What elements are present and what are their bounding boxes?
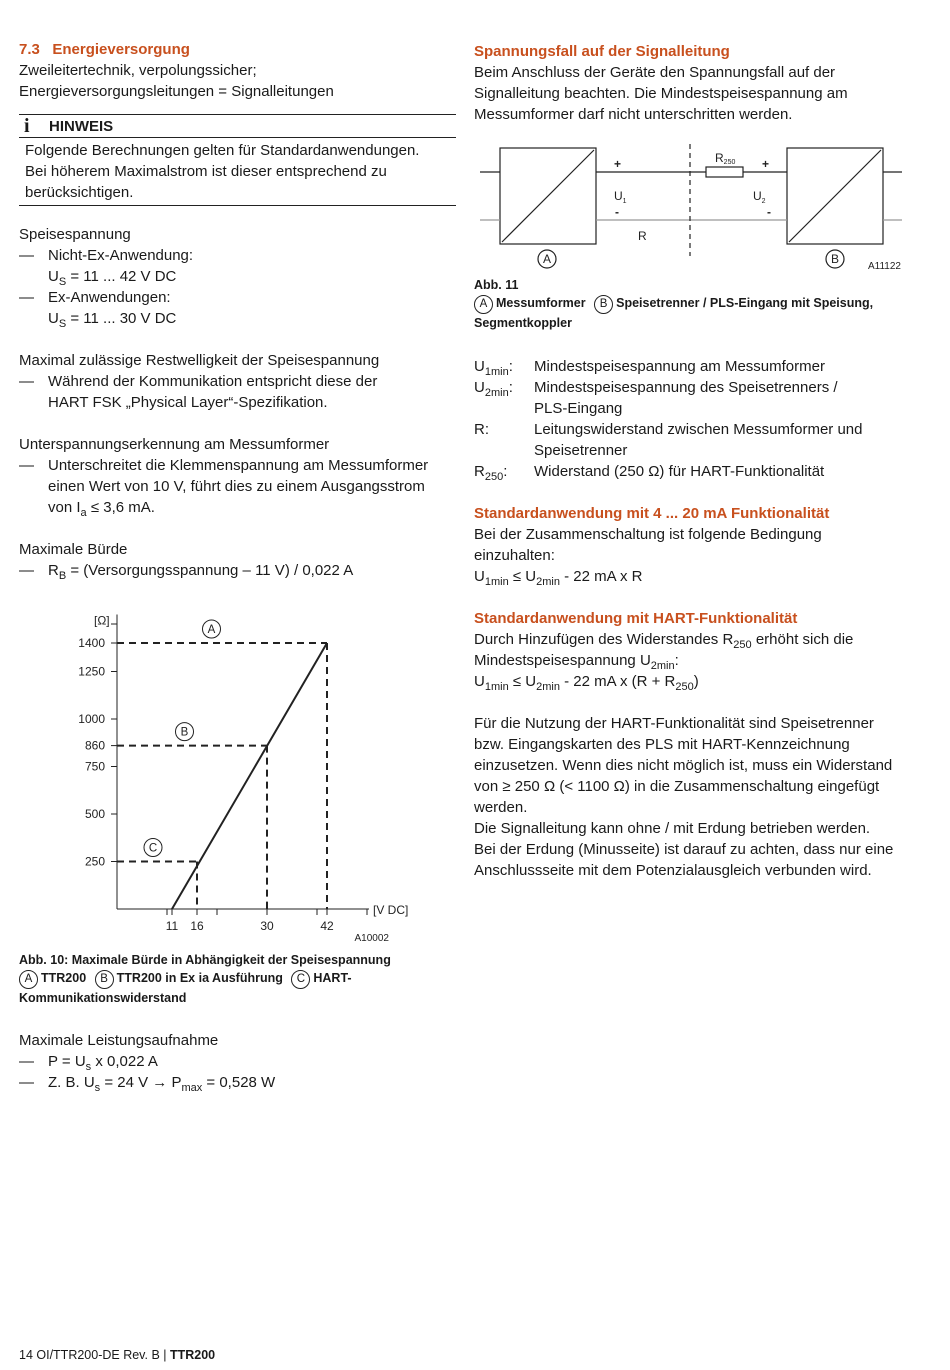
info-icon: i bbox=[24, 114, 30, 137]
burden-heading: Maximale Bürde bbox=[19, 541, 128, 558]
usage-line-8: Anschlussseite mit dem Potenzialausgleich verbunden wird. bbox=[474, 862, 872, 879]
power-item-1: — $P = U_s$ x 0,022 A bbox=[19, 1053, 158, 1073]
def-text-3: Leitungswiderstand zwischen Messumformer und Speisetrenner bbox=[534, 421, 863, 459]
intro-line-1: Zweileitertechnik, verpolungssicher; bbox=[19, 62, 257, 79]
r250-label: R250 bbox=[715, 151, 736, 166]
usage-line-5: werden. bbox=[474, 799, 528, 816]
r-label: R bbox=[638, 229, 647, 243]
legend-c-text: HART- bbox=[313, 971, 352, 985]
footer-text: 14 OI/TTR200-DE Rev. B | bbox=[19, 1348, 170, 1362]
hint-header bbox=[19, 115, 456, 138]
def-sym-4: $R_{250}$: bbox=[474, 463, 508, 483]
std-heading: Standardanwendung mit 4 ... 20 mA Funktionalität bbox=[474, 505, 830, 522]
left-column bbox=[19, 39, 456, 581]
circuit-diagram bbox=[474, 140, 914, 275]
hart-heading: Standardanwendung mit HART-Funktionalität bbox=[474, 610, 798, 627]
def-text-2: Mindestspeisespannung des Speisetrenners / PLS-Eingang bbox=[534, 379, 838, 417]
legend-a-text: TTR200 bbox=[41, 971, 87, 985]
hint-box bbox=[19, 114, 456, 206]
usage-line-1: Für die Nutzung der HART-Funktionalität sind Speisetrenner bbox=[474, 715, 874, 732]
drop-line-3: Messumformer darf nicht unterschritten werden. bbox=[474, 106, 793, 123]
burden-formula: $R_B$ = (Versorgungsspannung – 11 V) / 0,022 A bbox=[48, 562, 354, 582]
x-tick-label: 16 bbox=[190, 919, 204, 933]
fig11-legend-b-text-2: Segmentkoppler bbox=[474, 316, 572, 330]
def-sym-2: $U_{2min}$: bbox=[474, 379, 513, 399]
drop-heading: Spannungsfall auf der Signalleitung bbox=[474, 43, 730, 60]
supply-ex-value-row bbox=[19, 308, 456, 329]
fig10-caption-title: Abb. 10: Maximale Bürde in Abhängigkeit der Speisespannung bbox=[19, 953, 391, 967]
hint-line-1: Folgende Berechnungen gelten für Standardanwendungen. bbox=[25, 142, 420, 159]
plus-2: + bbox=[762, 157, 770, 171]
def-text-1: Mindestspeisespannung am Messumformer bbox=[534, 358, 825, 375]
usage-line-3: einzusetzen. Wenn dies nicht möglich ist, muss ein Widerstand bbox=[474, 757, 893, 774]
undervoltage-line-2: einen Wert von 10 V, führt dies zu einem Ausgangsstrom bbox=[48, 478, 425, 495]
fig11-legend bbox=[474, 294, 914, 314]
label-a: A bbox=[542, 252, 552, 266]
right-column-bottom bbox=[474, 356, 919, 881]
supply-ex-item: — Ex-Anwendungen: bbox=[19, 287, 456, 308]
x-tick-label: 42 bbox=[320, 919, 334, 933]
marker-c-label: C bbox=[148, 842, 158, 855]
usage-line-7: Bei der Erdung (Minusseite) ist darauf zu achten, dass nur eine bbox=[474, 841, 894, 858]
std-formula: $U_{1min} \le U_{2min} - 22$ mA x R bbox=[474, 568, 643, 588]
y-tick-label: 860 bbox=[84, 738, 105, 753]
burden-chart bbox=[0, 600, 470, 950]
y-tick-label: 500 bbox=[84, 807, 105, 821]
minus-1: - bbox=[615, 205, 619, 219]
usage-line-6: Die Signalleitung kann ohne / mit Erdung betrieben werden. bbox=[474, 820, 871, 837]
footer-product: TTR200 bbox=[169, 1348, 216, 1362]
supply-nonex-value-row bbox=[19, 266, 456, 287]
page-footer bbox=[19, 1345, 215, 1366]
ripple-item: — Während der Kommunikation entspricht diese der HART FSK „Physical Layer“-Spezifikation. bbox=[19, 371, 456, 413]
usage-line-4: von ≥ 250 Ω (< 1100 Ω) in die Zusammenschaltung eingefügt bbox=[474, 778, 880, 795]
y-tick-label: 750 bbox=[84, 759, 105, 774]
undervoltage-heading: Unterspannungserkennung am Messumformer bbox=[19, 436, 330, 453]
hart-line-2: Mindestspeisespannung $U_{2min}$: bbox=[474, 652, 679, 672]
y-tick-label: 1000 bbox=[78, 712, 105, 726]
ripple-line-1: Während der Kommunikation entspricht diese der bbox=[48, 373, 378, 390]
legend-c-text-2: Kommunikationswiderstand bbox=[19, 991, 187, 1005]
def-text-4: Widerstand (250 Ω) für HART-Funktionalität bbox=[534, 463, 825, 480]
fig11-caption-title: Abb. 11 bbox=[474, 278, 519, 292]
undervoltage-item: — Unterschreitet die Klemmenspannung am Messumformer einen Wert von 10 V, führt dies zu einem Ausgangsstrom von $I_a \le 3,6$ mA. bbox=[19, 455, 456, 518]
fig10-caption-legend bbox=[19, 969, 439, 989]
supply-nonex-label: Nicht-Ex-Anwendung: bbox=[48, 247, 194, 264]
symbol-definitions bbox=[474, 356, 919, 482]
drop-line-1: Beim Anschluss der Geräte den Spannungsfall auf der bbox=[474, 64, 836, 81]
section-number: 7.3 bbox=[19, 41, 40, 58]
legend-b-marker: B bbox=[95, 970, 114, 989]
fig11-legend-a-text: Messumformer bbox=[496, 296, 586, 310]
usage-line-2: bzw. Eingangskarten des PLS mit HART-Kennzeichnung bbox=[474, 736, 850, 753]
supply-ex-label: Ex-Anwendungen: bbox=[48, 289, 171, 306]
intro-line-2: Energieversorgungsleitungen = Signalleitungen bbox=[19, 83, 334, 100]
def-sym-3: R: bbox=[474, 421, 490, 438]
legend-b-text: TTR200 in Ex ia Ausführung bbox=[116, 971, 283, 985]
legend-c-marker: C bbox=[291, 970, 310, 989]
ripple-heading: Maximal zulässige Restwelligkeit der Speisespannung bbox=[19, 352, 380, 369]
drop-line-2: Signalleitung beachten. Die Mindestspeisespannung am bbox=[474, 85, 848, 102]
supply-heading: Speisespannung bbox=[19, 226, 131, 243]
def-sym-1: $U_{1min}$: bbox=[474, 358, 513, 378]
x-tick-label: 30 bbox=[260, 919, 274, 933]
right-column-top bbox=[474, 41, 919, 125]
marker-a-label: A bbox=[207, 624, 216, 636]
resistor-r250 bbox=[706, 167, 743, 177]
power-heading: Maximale Leistungsaufnahme bbox=[19, 1032, 219, 1049]
fig11-legend-b-text: Speisetrenner / PLS-Eingang mit Speisung, bbox=[616, 296, 874, 310]
hint-title: HINWEIS bbox=[49, 117, 114, 135]
undervoltage-line-3: von $I_a \le 3,6$ mA. bbox=[48, 499, 155, 519]
legend-a-marker: A bbox=[19, 970, 38, 989]
section-heading bbox=[19, 39, 456, 60]
fig11-legend-b-marker: B bbox=[594, 295, 613, 314]
x-tick-label: 11 bbox=[165, 919, 179, 933]
minus-2: - bbox=[767, 205, 771, 219]
plus-1: + bbox=[614, 157, 622, 171]
x-axis-label: [V DC] bbox=[373, 903, 409, 917]
supply-nonex-value: $U_S = 11$ ... 42 V DC bbox=[48, 268, 177, 288]
hint-line-3: berücksichtigen. bbox=[25, 184, 134, 201]
hint-line-2: Bei höherem Maximalstrom ist dieser entsprechend zu bbox=[25, 163, 387, 180]
hint-body bbox=[19, 138, 456, 205]
y-tick-label: 250 bbox=[84, 854, 105, 869]
circuit-figure-id: A11122 bbox=[868, 261, 901, 272]
burden-item: — $R_B$ = (Versorgungsspannung – 11 V) / 0,022 A bbox=[19, 560, 456, 581]
power-item-2: — Z. B. $U_s = 24$ $V \to P_{max} = 0,528$ W bbox=[19, 1074, 276, 1094]
marker-b-label: B bbox=[180, 726, 189, 739]
label-b: B bbox=[830, 252, 840, 266]
undervoltage-line-1: Unterschreitet die Klemmenspannung am Messumformer bbox=[48, 457, 429, 474]
supply-nonex-item: — Nicht-Ex-Anwendung: bbox=[19, 245, 456, 266]
u2-label: $U_2$ bbox=[753, 189, 766, 205]
chart-figure-id: A10002 bbox=[354, 933, 389, 944]
fig11-caption bbox=[474, 276, 914, 332]
hart-line-1: Durch Hinzufügen des Widerstandes $R_{250}$ erhöht sich die bbox=[474, 631, 854, 651]
ripple-line-2: HART FSK „Physical Layer“-Spezifikation. bbox=[48, 394, 328, 411]
series-line-0 bbox=[172, 643, 327, 909]
fig10-caption bbox=[19, 951, 439, 1007]
y-axis-label: [Ω] bbox=[94, 613, 110, 628]
u1-label: $U_1$ bbox=[614, 189, 627, 205]
fig11-legend-a-marker: A bbox=[474, 295, 493, 314]
y-tick-label: 1400 bbox=[78, 636, 105, 650]
power-section bbox=[19, 1030, 456, 1093]
section-title: Energieversorgung bbox=[52, 41, 190, 58]
std-line-2: einzuhalten: bbox=[474, 547, 555, 564]
std-line-1: Bei der Zusammenschaltung ist folgende Bedingung bbox=[474, 526, 822, 543]
y-tick-label: 1250 bbox=[78, 664, 105, 679]
supply-ex-value: $U_S = 11$ ... 30 V DC bbox=[48, 310, 177, 330]
hart-formula: $U_{1min} \le U_{2min} - 22$ mA x $(R + R_{250})$ bbox=[474, 673, 699, 693]
